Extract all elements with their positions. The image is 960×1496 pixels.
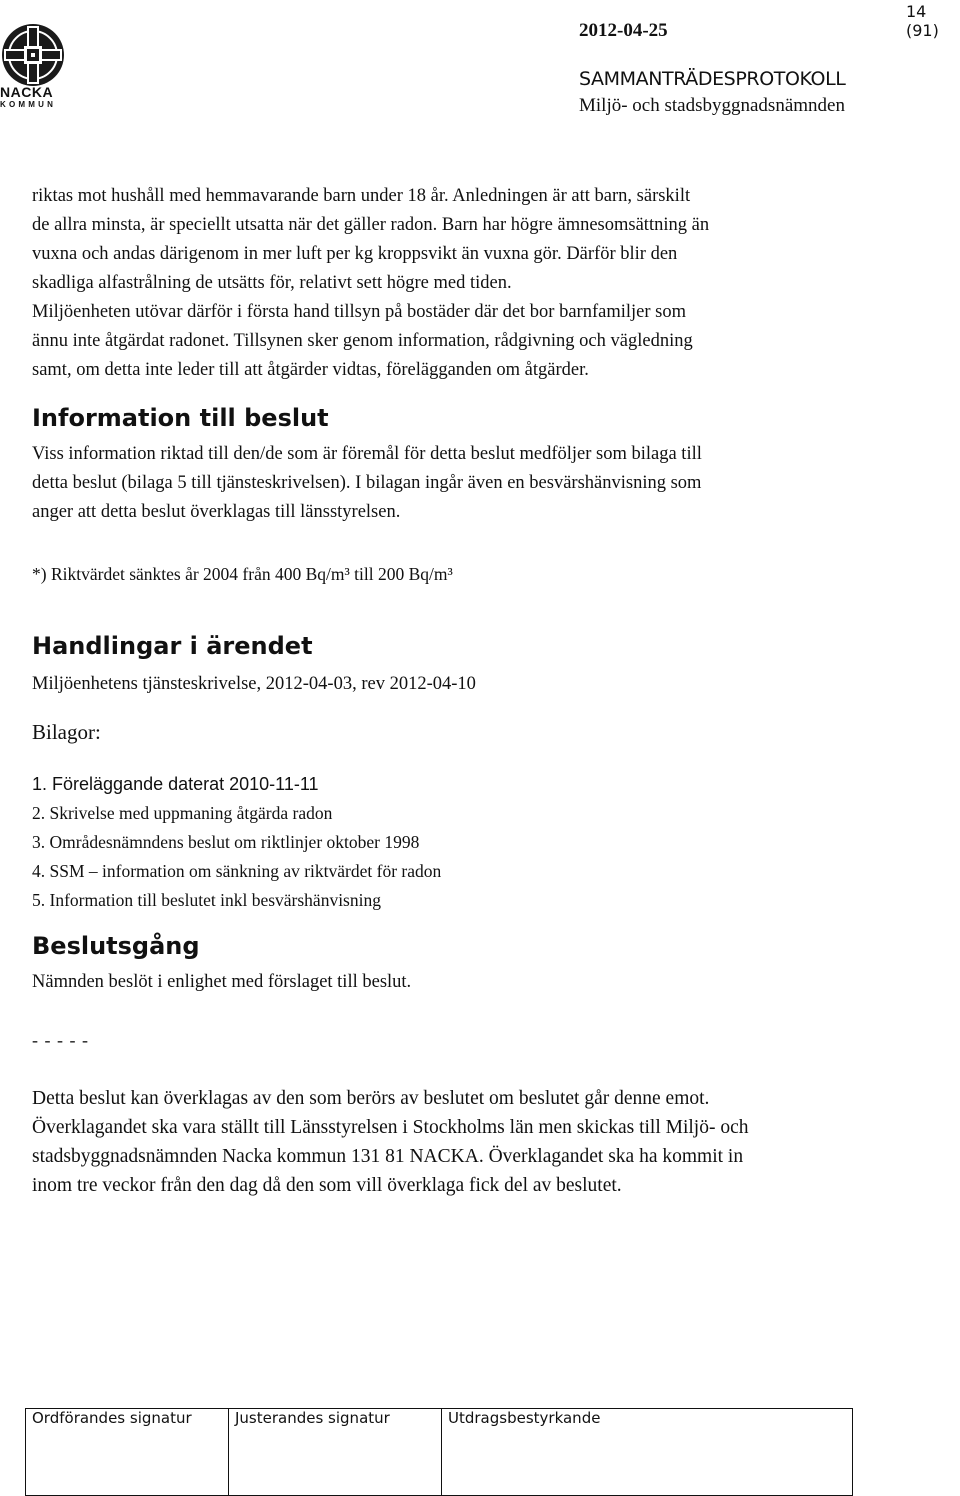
text-line: Detta beslut kan överklagas av den som berörs av beslutet om beslutet går denne emot. (32, 1088, 710, 1109)
committee-name: Miljö- och stadsbyggnadsnämnden (579, 95, 845, 116)
decision-text (32, 968, 902, 997)
text-line: ännu inte åtgärdat radonet. Tillsynen sker genom information, rådgivning och vägledning (32, 331, 693, 351)
meeting-date: 2012-04-25 (579, 20, 668, 41)
section-heading-documents: Handlingar i ärendet (32, 632, 313, 660)
text-line: detta beslut (bilaga 5 till tjänsteskrivelsen). I bilagan ingår även en besvärshänvisning som (32, 473, 702, 493)
text-line: inom tre veckor från den dag då den som vill överklaga fick del av beslutet. (32, 1175, 622, 1196)
adjuster-signature-field[interactable] (229, 1409, 442, 1496)
list-item: 2. Skrivelse med uppmaning åtgärda radon (32, 803, 333, 823)
text-line: stadsbyggnadsnämnden Nacka kommun 131 81 NACKA. Överklagandet ska ha kommit in (32, 1146, 744, 1167)
text-line: Överklagandet ska vara ställt till Länsstyrelsen i Stockholms län men skickas till Miljö- och (32, 1117, 749, 1138)
separator: - - - - - (32, 1030, 89, 1050)
text-line: riktas mot hushåll med hemmavarande barn under 18 år. Anledningen är att barn, särskilt (32, 186, 691, 206)
certification-field[interactable] (442, 1409, 853, 1496)
attachments-label (32, 718, 902, 747)
chair-signature-label: Ordförandes signatur (32, 1409, 192, 1427)
information-paragraph (32, 440, 902, 527)
footnote-text: *) Riktvärdet sänktes år 2004 från 400 Bq/m³ till 200 Bq/m³ (32, 564, 453, 584)
documents-text (32, 670, 902, 699)
list-item: 4. SSM – information om sänkning av riktvärdet för radon (32, 861, 442, 881)
text-line: Miljöenheten utövar därför i första hand tillsyn på bostäder där det bor barnfamiljer som (32, 302, 686, 322)
page-number: 14 (91) (906, 2, 939, 40)
adjuster-signature-label: Justerandes signatur (235, 1409, 390, 1427)
appeal-paragraph (32, 1084, 902, 1200)
document-type: SAMMANTRÄDESPROTOKOLL (579, 68, 846, 90)
text-line: vuxna och andas därigenom in mer luft per kg kroppsvikt än vuxna gör. Därför blir den (32, 244, 678, 264)
intro-paragraph (32, 182, 902, 385)
section-heading-information: Information till beslut (32, 404, 329, 432)
logo-subtitle: KOMMUN (0, 100, 57, 109)
text-line: anger att detta beslut överklagas till länsstyrelsen. (32, 502, 401, 522)
text-line: skadliga alfastrålning de utsätts för, relativt sett högre med tiden. (32, 273, 512, 293)
text-line: de allra minsta, är speciellt utsatta när det gäller radon. Barn har högre ämnesomsättning än (32, 215, 710, 235)
certification-label: Utdragsbestyrkande (448, 1409, 601, 1427)
attachment-list (32, 770, 902, 915)
attachments-label-text: Bilagor: (32, 720, 101, 744)
list-item: 3. Områdesnämndens beslut om riktlinjer oktober 1998 (32, 832, 420, 852)
logo-name: NACKA (0, 84, 54, 100)
list-item: 1. Föreläggande daterat 2010-11-11 (32, 774, 319, 794)
list-item: 5. Information till beslutet inkl besvärshänvisning (32, 890, 381, 910)
footnote (32, 560, 902, 589)
signature-table (25, 1408, 853, 1496)
text-line: samt, om detta inte leder till att åtgärder vidtas, förelägganden om åtgärder. (32, 360, 589, 380)
section-heading-decision: Beslutsgång (32, 932, 200, 960)
chair-signature-field[interactable] (26, 1409, 229, 1496)
text-line: Nämnden beslöt i enlighet med förslaget till beslut. (32, 972, 412, 992)
text-line: Miljöenhetens tjänsteskrivelse, 2012-04-03, rev 2012-04-10 (32, 674, 476, 694)
text-line: Viss information riktad till den/de som är föremål för detta beslut medföljer som bilaga till (32, 444, 702, 464)
